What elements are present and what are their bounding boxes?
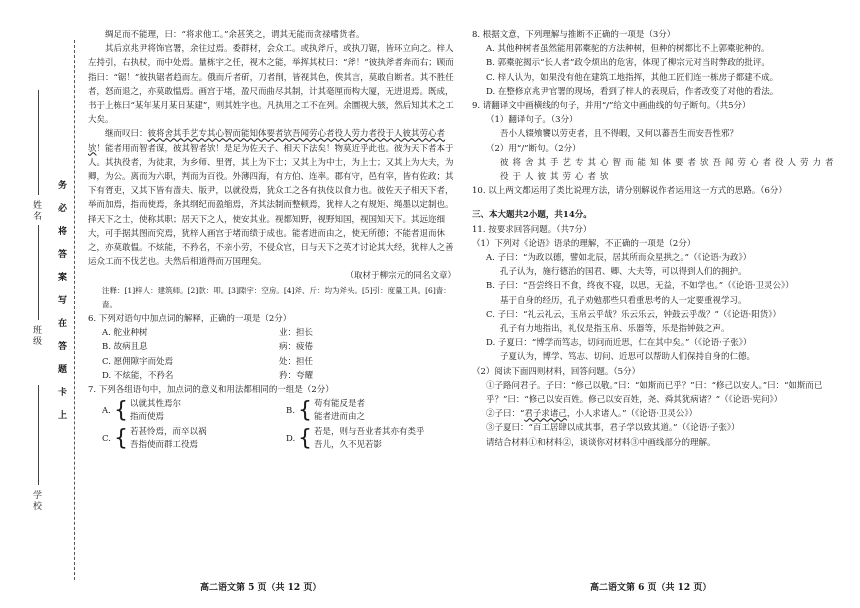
- question-11: 11. 按要求回答问题。（共7分）: [472, 224, 592, 235]
- q11-c-quote: C. 子曰：“礼云礼云，玉帛云乎哉？乐云乐云，钟鼓云乎哉？”（《论语·阳货》）: [486, 309, 782, 320]
- left-page-content: [88, 28, 456, 453]
- brace-icon: {: [298, 398, 312, 424]
- material-2-end: ，小人求诸人。”（《论语·卫灵公》）: [566, 409, 698, 420]
- q7-a-line2: 指而使焉: [130, 412, 165, 423]
- passage-p1: 绸足而不能理，曰：“将求他工。”余甚笑之，谓其无能而贪禄嗜货者。: [105, 30, 365, 40]
- class-line: [38, 225, 39, 320]
- q7-row-1: [88, 397, 456, 425]
- q9-part2: （2）用“/”断句。（2分）: [486, 143, 581, 154]
- section-3-heading: 三、本大题共2小题，共14分。: [472, 210, 592, 221]
- school-line: [38, 385, 39, 485]
- q6-option-c: [88, 355, 456, 369]
- question-6: 6. 下列对语句中加点词的解释，正确的一项是（2分）: [88, 314, 292, 325]
- q8-option-a: A. 其他种树者虽然能用郭橐驼的方法种树，但种的树都比不上郭橐驼种的。: [486, 44, 770, 55]
- q6-c-gloss: 处：担任: [279, 356, 314, 367]
- question-10: 10. 以上两文都运用了类比说理方法，请分别解说作者运用这一方式的思路。（6分）: [472, 186, 787, 197]
- passage-p3: [88, 127, 456, 269]
- binding-margin: [0, 0, 84, 608]
- q7-c-line2: 吾指使而群工役焉: [130, 440, 199, 451]
- wavy-underlined-sentence: 彼将舍其手艺专其心智而能知体要者欤吾闻劳心者役人劳力者役于人彼其劳心者欤: [88, 129, 446, 154]
- q6-b-text: B. 故病且息: [102, 342, 148, 353]
- q11-b-explain: 基于自身的经历，孔子劝勉那些只看重思考的人一定要重视学习。: [500, 295, 747, 306]
- q6-c-text: C. 愿佣隙宇而处焉: [102, 356, 174, 367]
- q8-option-c: C. 梓人认为，如果没有他在建筑工地指挥，其他工匠们连一栋房子都建不成。: [486, 72, 779, 83]
- q7-c-line1: 若甚怜焉，而卒以祸: [130, 427, 207, 438]
- q7-option-b: [272, 398, 456, 424]
- q6-d-text: D. 不炫能，不矜名: [102, 370, 174, 381]
- q8-option-b: B. 郭橐驼揭示“长人者”政令烦出的危害，体现了柳宗元对当时弊政的批评。: [486, 58, 770, 69]
- q7-option-a: [88, 398, 272, 424]
- q6-a-text: A. 舵业种树: [102, 328, 148, 339]
- q11-part2: （2）阅读下面四则材料，回答问题。（5分）: [472, 366, 641, 377]
- school-label: 学校: [31, 490, 41, 512]
- q11-a-explain: 孔子认为，施行德治的国君、卿、大夫等，可以得到人们的拥护。: [500, 267, 747, 278]
- name-label: 姓名: [31, 200, 41, 222]
- passage-p2: 其后京兆尹将饰官署，余往过焉。委群材，会众工。或执斧斤，或执刀锯，皆环立向之。梓人左持引，右执杖，而中处焉。量栋宇之任，视木之能，举挥其杖曰：“斧！”彼执斧者奔而右；顾而指曰：“锯！”彼执锯者趋而左。俄而斤者斫，刀者削，皆视其色，俟其言，莫敢自断者。其不胜任者，怒而退之，亦莫敢愠焉。画宫于堵，盈尺而曲尽其制，计其毫厘而构大厦，无进退焉。既成，书于上栋曰“某年某月某日某建”，则其姓字也。凡执用之工不在列。余圜视大骇，然后知其术之工大矣。: [88, 44, 454, 126]
- cut-line: [74, 40, 75, 580]
- passage-p3-start: 继而叹曰：: [105, 129, 148, 140]
- q7-a-label: A.: [102, 406, 111, 417]
- q9-part1-sentence: 吾小人辍飧饔以劳吏者，且不得暇，又何以蕃吾生而安吾性邪？: [500, 129, 739, 140]
- q7-option-d: [272, 426, 456, 452]
- q11-b-quote: B. 子曰：“吾尝终日不食，终夜不寝，以思，无益，不如学也。”（《论语·卫灵公》）: [486, 281, 794, 292]
- answer-notice: 务必将答案写在答题卡上: [56, 180, 66, 433]
- q6-option-a: [88, 326, 456, 340]
- brace-icon: {: [298, 426, 312, 452]
- brace-icon: {: [114, 426, 128, 452]
- q11-d-explain: 子夏认为，博学、笃志、切问、近思可以帮助人们保持自身的仁德。: [500, 352, 756, 363]
- q7-d-line2: 吾儿，久不见若影: [314, 440, 383, 451]
- q7-option-c: [88, 426, 272, 452]
- class-label: 班级: [31, 325, 41, 347]
- passage-p3-rest: ！能者用而智者谋，彼其智者欤！是足为佐天子、相天下法矣！物莫近乎此也。彼为天下者本于人。其执役者，为徒隶，为乡师、里胥，其上为下士；又其上为中士，为上士；又其上为大夫，为卿，为公。离而为六职，判而为百役。外薄四海，有方伯、连率。郡有守，邑有宰，皆有佐政；其下有胥吏，又其下皆有啬夫、版尹，以就役焉，犹众工之各有执伎以食力也。彼佐天子相天下者，举而加焉，指而使焉，条其纲纪而盈缩焉，齐其法制而整顿焉，犹梓人之有规矩、绳墨以定制也。择天下之士，使称其职；居天下之人，使安其业。视都知野，视野知国，视国知天下。其远迩细大，可手据其图而究焉，犹梓人画宫于堵而绩于成也。能者进而由之，使无所德；不能者退而休之，亦莫敢愠。不炫能，不矜名，不亲小劳，不侵众官，日与天下之英才讨论其大经，犹梓人之善运众工而不伐艺也。夫然后相道得而万国理矣。: [88, 143, 454, 268]
- brace-icon: {: [114, 398, 128, 424]
- q11-a-quote: A. 子曰：“为政以德，譬如北辰，居其所而众星拱之。”（《论语·为政》）: [486, 253, 752, 264]
- material-2-start: ②子曰：“: [486, 409, 525, 420]
- q7-row-2: [88, 425, 456, 453]
- left-page-footer: 高二语文第 5 页（共 12 页）: [200, 583, 322, 593]
- q11-2-prompt: 请结合材料①和材料②，谈谈你对材料③中画线部分的理解。: [486, 437, 716, 448]
- q6-option-b: [88, 340, 456, 354]
- material-2: [472, 407, 844, 421]
- q7-b-line2: 能者进而由之: [314, 412, 366, 423]
- q6-option-d: [88, 369, 456, 383]
- q9-part2-sentence: 彼将舍其手艺专其心智而能知体要者欤吾闻劳心者役人劳力者役于人彼其劳心者欤: [500, 157, 838, 183]
- q11-d-quote: D. 子夏曰：“博学而笃志，切问而近思，仁在其中矣。”（《论语·子张》）: [486, 338, 752, 349]
- q8-option-d: D. 在整修京兆尹官署的现场，看到了梓人的表现后，作者改变了对他的看法。: [486, 86, 779, 97]
- q7-c-label: C.: [102, 434, 111, 445]
- q7-a-line1: 以就其性焉尔: [130, 399, 182, 410]
- material-2-underlined: 君子求诸己: [524, 409, 567, 420]
- right-page-footer: 高二语文第 6 页（共 12 页）: [590, 583, 712, 593]
- question-9: 9. 请翻译文中画横线的句子，并用“/”给文中画曲线的句子断句。（共5分）: [472, 101, 751, 112]
- q6-a-gloss: 业：担长: [279, 328, 314, 339]
- q7-d-line1: 若是，则与吾业者其亦有类乎: [314, 427, 425, 438]
- name-line: [38, 90, 39, 195]
- right-page-content: [472, 28, 844, 450]
- footnotes: 注释：[1]梓人：建筑师。[2]款：叩。[3]隙宇：空房。[4]斧、斤：均为斧头。[5]引：度量工具。[6]啬：啬。: [102, 285, 451, 309]
- q7-d-label: D.: [286, 434, 296, 445]
- q7-b-line1: 苟有能反是者: [314, 399, 366, 410]
- question-8: 8. 根据文意，下列理解与推断不正确的一项是（3分）: [472, 30, 676, 40]
- q6-b-gloss: 病：疲倦: [279, 342, 314, 353]
- q6-d-gloss: 矜：夸耀: [279, 370, 314, 381]
- q6-options: [88, 326, 456, 383]
- material-3: ③子夏曰：“百工居肆以成其事，君子学以致其道。”（《论语·子张》）: [486, 423, 740, 434]
- material-1: ①子路问君子。子曰：“修己以敬。”曰：“如斯而已乎？”曰：“修己以安人。”曰：“如斯而已乎？”曰：“修己以安百姓。修己以安百姓，尧、舜其犹病诸？”（《论语·宪问》）: [486, 380, 823, 406]
- q7-b-label: B.: [286, 406, 295, 417]
- q9-part1: （1）翻译句子。（3分）: [486, 115, 578, 126]
- question-7: 7. 下列各组语句中，加点词的意义和用法都相同的一组是（2分）: [88, 385, 334, 396]
- q11-c-explain: 孔子有力地指出，礼仪是指玉帛、乐器等，乐是指钟鼓之声。: [500, 324, 730, 335]
- passage-source: （取材于柳宗元的同名文章）: [345, 271, 456, 282]
- q11-part1: （1）下列对《论语》语录的理解，不正确的一项是（2分）: [472, 238, 696, 249]
